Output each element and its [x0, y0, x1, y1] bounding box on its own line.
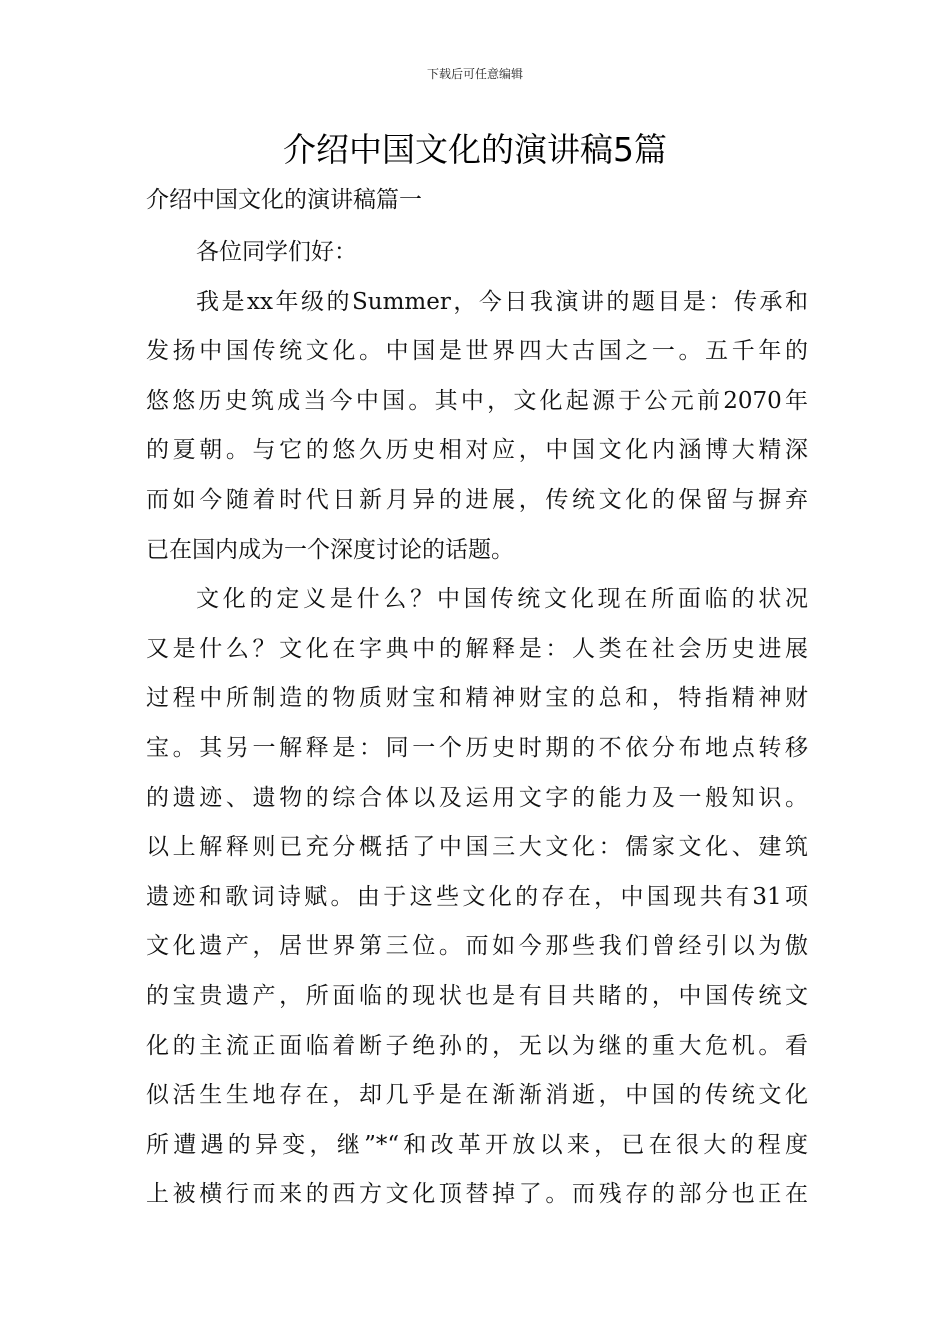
greeting-line: 各位同学们好： — [196, 239, 357, 265]
paragraph-line: 化的主流正面临着断子绝孙的，无以为继的重大危机。看 — [146, 1032, 808, 1059]
paragraph-line: 悠悠历史筑成当今中国。其中，文化起源于公元前2070年 — [146, 387, 808, 414]
paragraph-line: 似活生生地存在，却几乎是在渐渐消逝，中国的传统文化 — [146, 1082, 808, 1109]
paragraph-line: 上被横行而来的西方文化顶替掉了。而残存的部分也正在 — [146, 1181, 808, 1208]
paragraph-line: 文化遗产，居世界第三位。而如今那些我们曾经引以为傲 — [146, 933, 808, 960]
body-text — [146, 228, 808, 1220]
paragraph-line: 又是什么？文化在字典中的解释是：人类在社会历史进展 — [146, 635, 808, 662]
paragraph-line: 我是xx年级的Summer，今日我演讲的题目是：传承和 — [196, 288, 808, 315]
paragraph-line: 的宝贵遗产，所面临的现状也是有目共睹的，中国传统文 — [146, 982, 808, 1009]
paragraph-line: 已在国内成为一个深度讨论的话题。 — [146, 536, 514, 563]
paragraph-line: 遗迹和歌词诗赋。由于这些文化的存在，中国现共有31项 — [146, 883, 808, 910]
header-note: 下载后可任意编辑 — [426, 67, 523, 81]
paragraph-line: 的夏朝。与它的悠久历史相对应，中国文化内涵博大精深 — [146, 437, 808, 464]
section-title: 介绍中国文化的演讲稿篇一 — [146, 187, 422, 213]
document-title: 介绍中国文化的演讲稿5篇 — [283, 130, 667, 169]
paragraph-line: 宝。其另一解释是：同一个历史时期的不依分布地点转移 — [146, 734, 808, 761]
paragraph-line: 而如今随着时代日新月异的进展，传统文化的保留与摒弃 — [146, 486, 808, 513]
paragraph-line: 发扬中国传统文化。中国是世界四大古国之一。五千年的 — [146, 338, 808, 365]
paragraph-line: 的遗迹、遗物的综合体以及运用文字的能力及一般知识。 — [146, 784, 808, 811]
paragraph-line: 所遭遇的异变，继”*“和改革开放以来，已在很大的程度 — [146, 1131, 808, 1158]
paragraph-line: 过程中所制造的物质财宝和精神财宝的总和，特指精神财 — [146, 685, 808, 712]
paragraph-line: 文化的定义是什么？中国传统文化现在所面临的状况 — [196, 586, 808, 613]
paragraph-line: 以上解释则已充分概括了中国三大文化：儒家文化、建筑 — [146, 834, 808, 861]
